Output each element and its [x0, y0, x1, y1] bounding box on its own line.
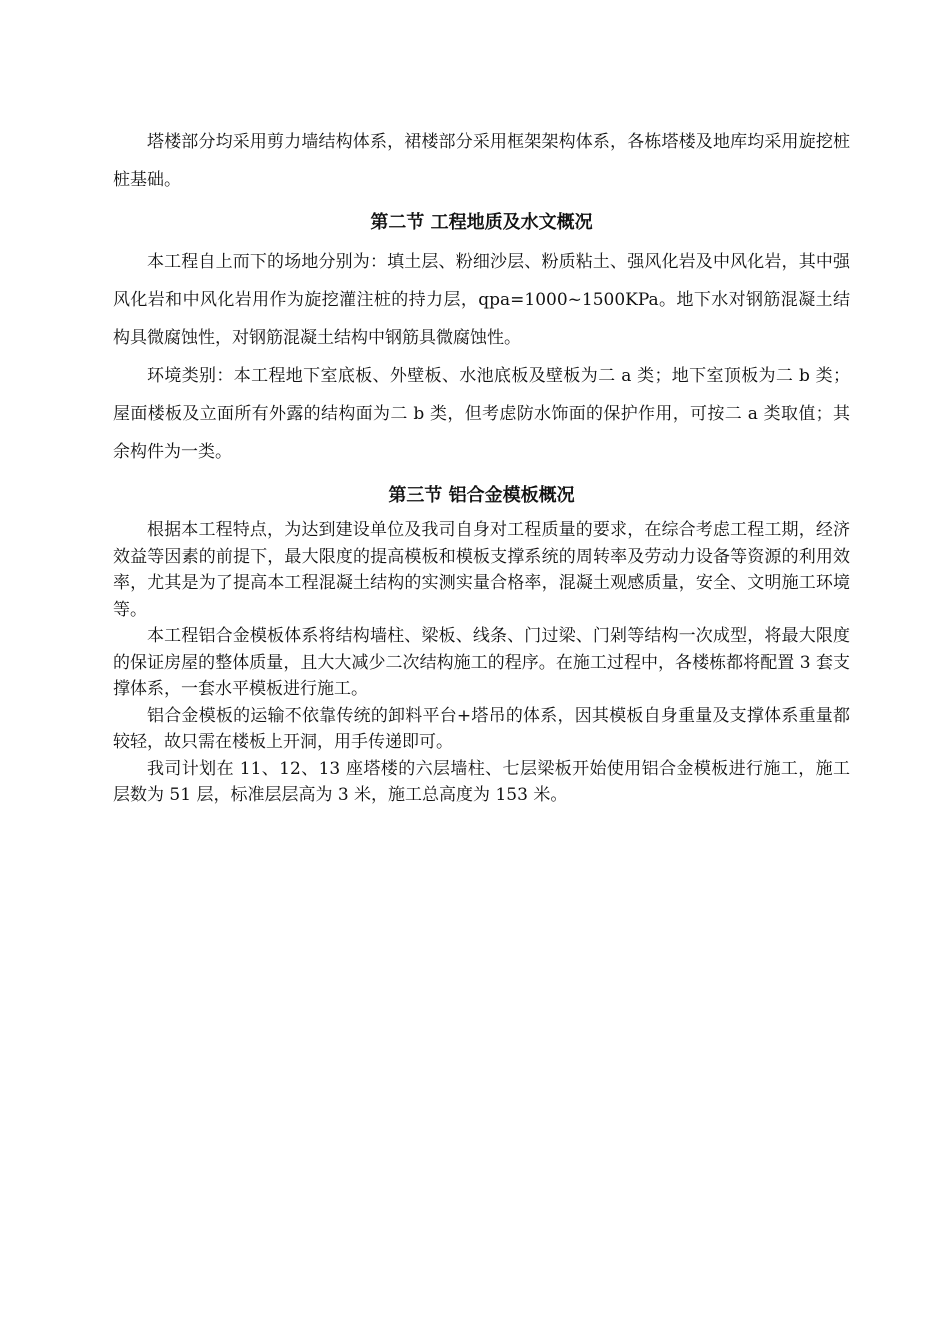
body-paragraph: 铝合金模板的运输不依靠传统的卸料平台+塔吊的体系，因其模板自身重量及支撑体系重量都较轻，故只需在楼板上开洞，用手传递即可。: [113, 705, 850, 752]
body-paragraph: 我司计划在 11、12、13 座塔楼的六层墙柱、七层梁板开始使用铝合金模板进行施工，施工层数为 51 层，标准层层高为 3 米，施工总高度为 153 米。: [113, 758, 850, 805]
body-paragraph: 根据本工程特点，为达到建设单位及我司自身对工程质量的要求，在综合考虑工程工期，经济效益等因素的前提下，最大限度的提高模板和模板支撑系统的周转率及劳动力设备等资源的利用效率，尤其是为了提高本工程混凝土结构的实测实量合格率，混凝土观感质量，安全、文明施工环境等。: [113, 520, 850, 620]
section-heading: 第三节 铝合金模板概况: [388, 485, 575, 506]
body-paragraph: 本工程铝合金模板体系将结构墙柱、梁板、线条、门过梁、门剁等结构一次成型，将最大限度的保证房屋的整体质量，且大大减少二次结构施工的程序。在施工过程中，各楼栋都将配置 3 套支撑体系，一套水平模板进行施工。: [113, 626, 850, 699]
body-paragraph: 塔楼部分均采用剪力墙结构体系，裙楼部分采用框架架构体系，各栋塔楼及地库均采用旋挖桩桩基础。: [113, 132, 850, 190]
intro-section: [113, 123, 850, 199]
formwork-section: [113, 517, 850, 809]
geology-section: [113, 243, 850, 471]
document-page: [113, 123, 850, 809]
body-paragraph: 环境类别：本工程地下室底板、外壁板、水池底板及壁板为二 a 类；地下室顶板为二 b 类；屋面楼板及立面所有外露的结构面为二 b 类，但考虑防水饰面的保护作用，可按二 a 类取值；其余构件为一类。: [113, 366, 850, 462]
section-heading: 第二节 工程地质及水文概况: [370, 212, 593, 233]
body-paragraph: 本工程自上而下的场地分别为：填土层、粉细沙层、粉质粘土、强风化岩及中风化岩，其中强风化岩和中风化岩用作为旋挖灌注桩的持力层，qpa=1000~1500KPa。地下水对钢筋混凝土结构具微腐蚀性，对钢筋混凝土结构中钢筋具微腐蚀性。: [113, 252, 850, 348]
